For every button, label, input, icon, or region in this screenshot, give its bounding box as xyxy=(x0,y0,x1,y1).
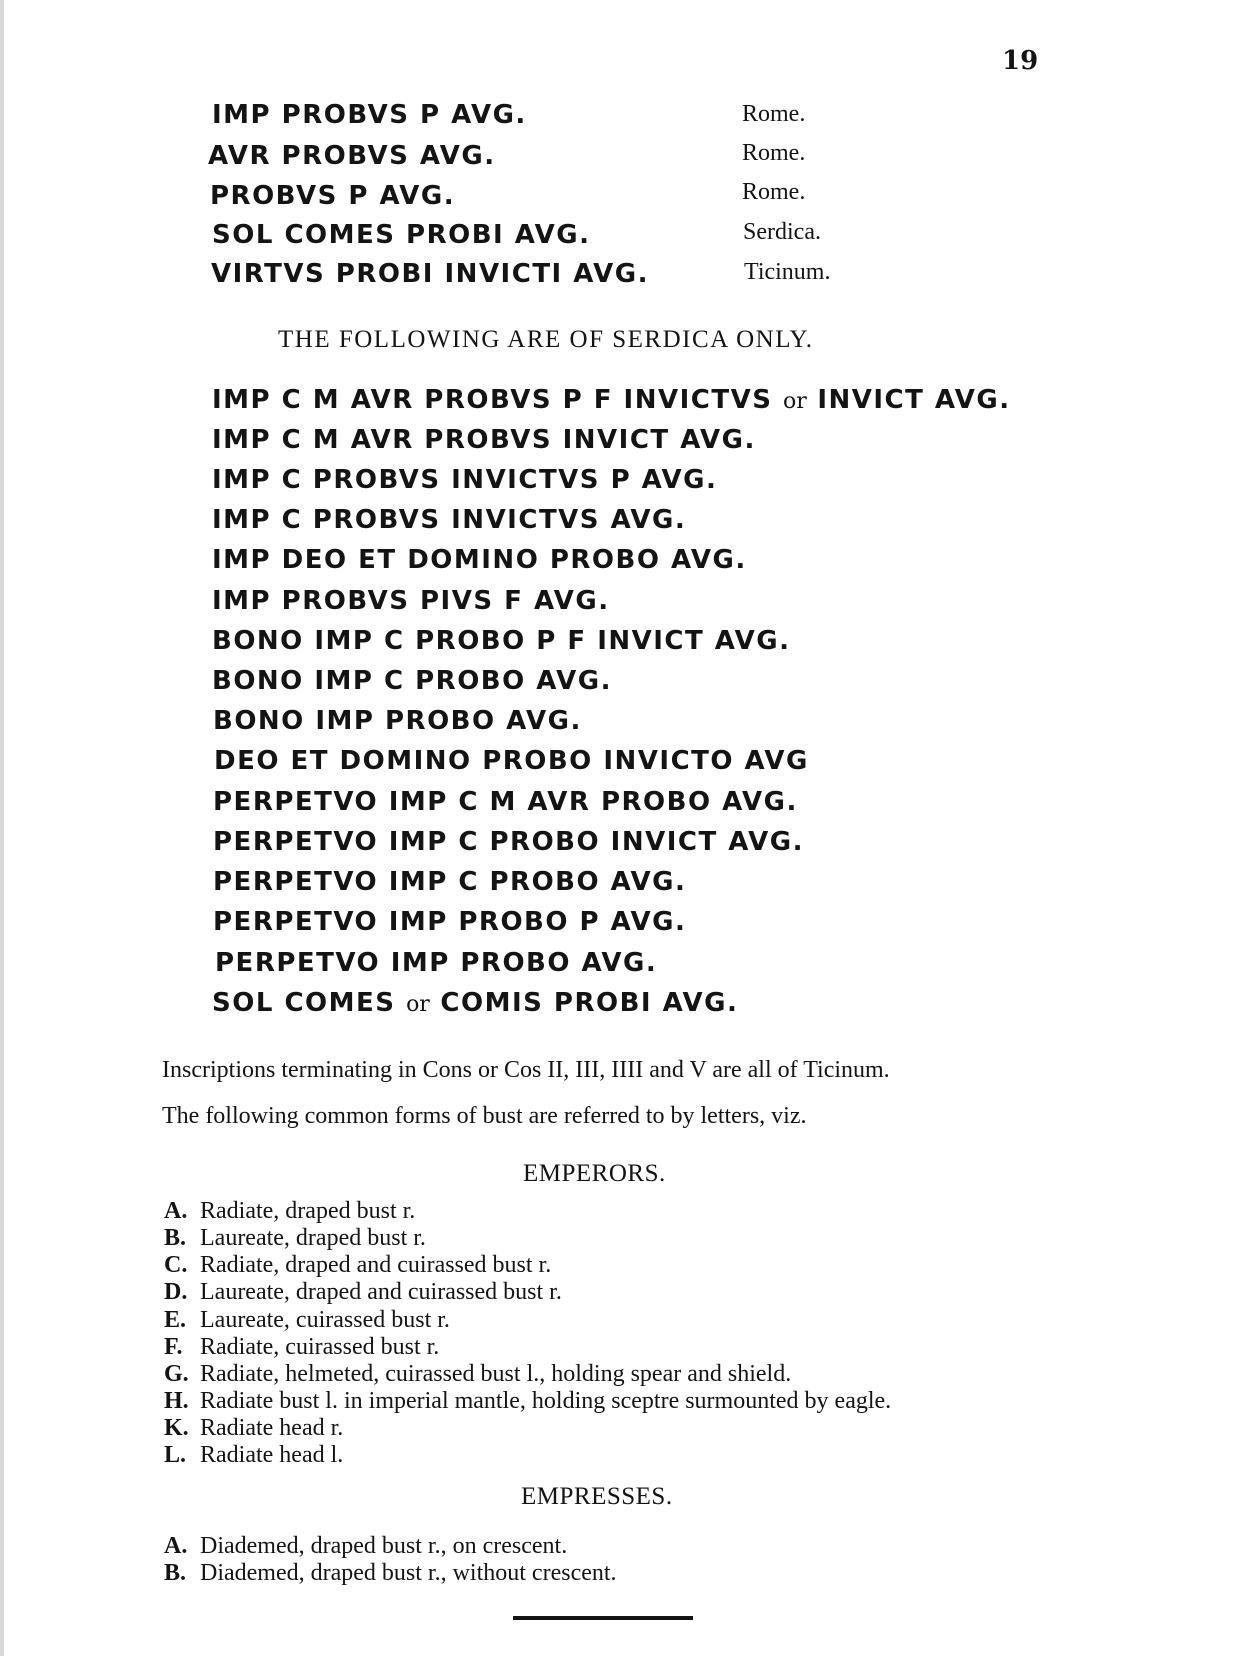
bust-item xyxy=(164,1442,343,1468)
bust-description: Radiate head l. xyxy=(200,1442,344,1468)
bust-item xyxy=(164,1198,415,1224)
bust-item xyxy=(164,1279,562,1305)
legend-line: PERPETVO IMP PROBO AVG. xyxy=(215,948,658,978)
bust-letter: H. xyxy=(164,1388,189,1414)
bust-letter: F. xyxy=(164,1334,183,1360)
mint-name: Rome. xyxy=(742,179,806,205)
bust-description: Radiate, draped bust r. xyxy=(200,1198,416,1224)
legend-part: INVICT AVG. xyxy=(817,385,1011,415)
legend-part: IMP C M AVR PROBVS P F INVICTVS xyxy=(212,385,773,415)
mint-name: Ticinum. xyxy=(744,259,831,285)
legend-line xyxy=(212,385,1011,417)
bust-description: Radiate, helmeted, cuirassed bust l., holding spear and shield. xyxy=(200,1361,792,1387)
mint-name: Rome. xyxy=(742,101,806,127)
legend-line: PERPETVO IMP C PROBO AVG. xyxy=(213,867,687,897)
legend-line: PERPETVO IMP C PROBO INVICT AVG. xyxy=(213,827,804,857)
emperors-heading: EMPERORS. xyxy=(523,1160,666,1187)
legend-part: COMIS PROBI AVG. xyxy=(440,988,739,1018)
bust-letter: L. xyxy=(164,1442,187,1468)
bust-item xyxy=(164,1334,439,1360)
legend-line: PERPETVO IMP PROBO P AVG. xyxy=(213,907,687,937)
legend-line: BONO IMP C PROBO AVG. xyxy=(212,666,612,696)
bust-item xyxy=(164,1415,343,1441)
bust-letter: B. xyxy=(164,1225,187,1251)
bust-description: Radiate, cuirassed bust r. xyxy=(200,1334,440,1360)
legend-line: DEO ET DOMINO PROBO INVICTO AVG xyxy=(214,746,809,776)
bust-letter: A. xyxy=(164,1533,188,1559)
bust-description: Laureate, draped bust r. xyxy=(200,1225,426,1251)
page-number: 19 xyxy=(1002,46,1039,76)
bust-description: Diademed, draped bust r., on crescent. xyxy=(200,1533,568,1559)
legend-line: IMP C PROBVS INVICTVS AVG. xyxy=(212,505,687,535)
legend-line: BONO IMP PROBO AVG. xyxy=(213,706,582,736)
legend-line: BONO IMP C PROBO P F INVICT AVG. xyxy=(212,626,791,656)
legend-line: AVR PROBVS AVG. xyxy=(208,141,496,171)
legend-part: SOL COMES xyxy=(212,988,396,1018)
closing-rule xyxy=(513,1616,693,1620)
bust-letter: K. xyxy=(164,1415,189,1441)
bust-forms-note: The following common forms of bust are referred to by letters, viz. xyxy=(162,1103,807,1129)
bust-letter: E. xyxy=(164,1307,187,1333)
legend-line: PERPETVO IMP C M AVR PROBO AVG. xyxy=(213,787,798,817)
legend-line: SOL COMES PROBI AVG. xyxy=(212,220,591,250)
bust-item xyxy=(164,1307,450,1333)
serdica-heading: THE FOLLOWING ARE OF SERDICA ONLY. xyxy=(278,326,814,353)
bust-item xyxy=(164,1225,426,1251)
bust-description: Diademed, draped bust r., without crescent. xyxy=(200,1560,617,1586)
legend-line xyxy=(212,988,738,1020)
bust-letter: D. xyxy=(164,1279,188,1305)
or-word: or xyxy=(782,389,807,414)
legend-line: IMP PROBVS P AVG. xyxy=(212,100,527,130)
page-edge xyxy=(0,0,4,1656)
legend-line: IMP C M AVR PROBVS INVICT AVG. xyxy=(212,425,756,455)
bust-letter: G. xyxy=(164,1361,189,1387)
bust-description: Laureate, draped and cuirassed bust r. xyxy=(200,1279,562,1305)
legend-line: IMP C PROBVS INVICTVS P AVG. xyxy=(212,465,718,495)
legend-line: IMP PROBVS PIVS F AVG. xyxy=(212,586,610,616)
bust-letter: C. xyxy=(164,1252,188,1278)
mint-name: Rome. xyxy=(742,140,806,166)
bust-item xyxy=(164,1361,791,1387)
bust-description: Radiate head r. xyxy=(200,1415,344,1441)
legend-line: IMP DEO ET DOMINO PROBO AVG. xyxy=(212,545,747,575)
legend-line: PROBVS P AVG. xyxy=(210,181,456,211)
empresses-heading: EMPRESSES. xyxy=(521,1483,673,1510)
bust-description: Radiate bust l. in imperial mantle, holding sceptre surmounted by eagle. xyxy=(200,1388,892,1414)
bust-item xyxy=(164,1252,551,1278)
legend-line: VIRTVS PROBI INVICTI AVG. xyxy=(211,259,649,289)
bust-description: Laureate, cuirassed bust r. xyxy=(200,1307,450,1333)
bust-letter: B. xyxy=(164,1560,187,1586)
ticinum-note: Inscriptions terminating in Cons or Cos II, III, IIII and V are all of Ticinum. xyxy=(162,1057,890,1083)
or-word: or xyxy=(406,992,430,1017)
bust-item xyxy=(164,1533,567,1559)
bust-description: Radiate, draped and cuirassed bust r. xyxy=(200,1252,552,1278)
mint-name: Serdica. xyxy=(743,219,821,245)
bust-letter: A. xyxy=(164,1198,188,1224)
bust-item xyxy=(164,1388,891,1414)
bust-item xyxy=(164,1560,617,1586)
